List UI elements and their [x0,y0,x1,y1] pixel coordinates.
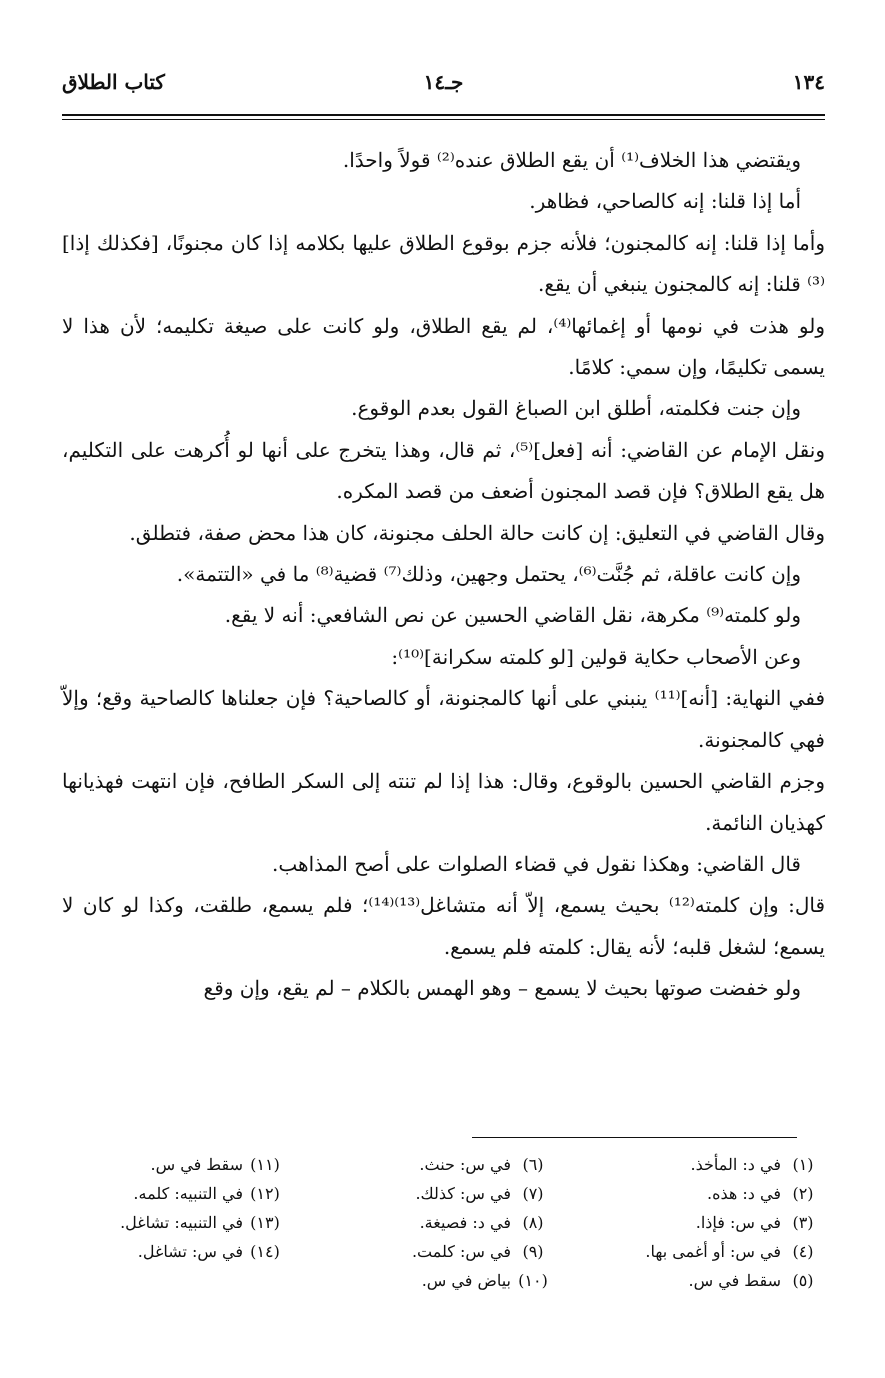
paragraph: أما إذا قلنا: إنه كالصاحي، فظاهر. [529,189,801,214]
paragraph-bold-part: قال: وإن كلمته⁽¹²⁾ بحيث يسمع، إلاّ أنه متشاغل⁽¹³⁾⁽¹⁴⁾؛ فلم يسمع، طلقت، وكذا لو كان لا يسمع؛ لشغل قلبه؛ لأنه يقال: كلمته فلم يسمع. [62,893,826,959]
header-rule-thick [62,114,825,116]
footnote: (١١)سقط في س. [150,1155,280,1174]
footnote: (٨)في د: فصيغة. [419,1213,544,1232]
paragraph: وقال القاضي في التعليق: إن كانت حالة الحلف مجنونة، كان هذا محض صفة، فتطلق. [129,520,825,545]
footnote: (١٠)بياض في س. [421,1271,548,1290]
footnotes-column-2 [412,1150,555,1295]
footnotes-column-3 [120,1150,287,1266]
footnote: (٤)في س: أو أغمى بها. [645,1242,814,1261]
footnote: (١٣)في التنبيه: تشاغل. [120,1213,280,1232]
page-number: ١٣٤ [792,70,825,94]
paragraph: وعن الأصحاب حكاية قولين [لو كلمته سكرانة]⁽¹⁰⁾: [391,644,801,669]
volume-number: جـ١٤ [423,70,464,94]
footnote: (٣)في س: فإذا. [695,1213,814,1232]
paragraph: ولو خفضت صوتها بحيث لا يسمع – وهو الهمس بالكلام – لم يقع، وإن وقع [203,976,801,1001]
paragraph: وإن جنت فكلمته، أطلق ابن الصباغ القول بعدم الوقوع. [351,396,801,421]
footnote: (١٤)في س: تشاغل. [137,1242,280,1261]
paragraph: وإن كانت عاقلة، ثم جُنَّت⁽⁶⁾، يحتمل وجهين، وذلك⁽⁷⁾ قضية⁽⁸⁾ ما في «التتمة». [176,562,801,587]
footnote-rule [472,1137,797,1138]
header-rule-thin [62,119,825,120]
footnote: (١)في د: المأخذ. [690,1155,814,1174]
paragraph: ولو هذت في نومها أو إغمائها⁽⁴⁾، لم يقع الطلاق، ولو كانت على صيغة تكليمه؛ لأن هذا لا يسمى تكليمًا، وإن سمي: كلامًا. [62,313,826,380]
footnote: (٦)في س: حنث. [419,1155,544,1174]
book-title: كتاب الطلاق [62,70,165,94]
paragraph: وأما إذا قلنا: إنه كالمجنون؛ فلأنه جزم بوقوع الطلاق عليها بكلامه إذا كان مجنونًا، [فكذلك إذا]⁽³⁾ قلنا: إنه كالمجنون ينبغي أن يقع. [62,230,825,297]
paragraph: ولو كلمته⁽⁹⁾ مكرهة، نقل القاضي الحسين عن نص الشافعي: أنه لا يقع. [224,603,801,628]
footnote: (٢)في د: هذه. [707,1184,814,1203]
main-text [62,140,825,1010]
footnote: (٥)سقط في س. [688,1271,814,1290]
page-header [62,70,825,108]
footnote: (٧)في س: كذلك. [415,1184,544,1203]
paragraph: ويقتضي هذا الخلاف⁽¹⁾ أن يقع الطلاق عنده⁽²⁾ قولاً واحدًا. [342,148,801,172]
paragraph: قال القاضي: وهكذا نقول في قضاء الصلوات على أصح المذاهب. [272,851,801,876]
paragraph: ونقل الإمام عن القاضي: أنه [فعل]⁽⁵⁾، ثم قال، وهذا يتخرج على أنها لو أُكرهت على التكليم، هل يقع الطلاق؟ فإن قصد المجنون أضعف من قصد المكره. [62,437,826,504]
footnote: (٩)في س: كلمت. [411,1242,544,1261]
paragraph: وجزم القاضي الحسين بالوقوع، وقال: هذا إذا لم تنته إلى السكر الطافح، فإن انتهت فهذيانها كهذيان النائمة. [62,769,825,835]
footnote: (١٢)في التنبيه: كلمه. [133,1184,280,1203]
paragraph: ففي النهاية: [أنه]⁽¹¹⁾ ينبني على أنها كالمجنونة، أو كالصاحية؟ فإن جعلناها كالصاحية وقع؛ وإلاّ فهي كالمجنونة. [62,686,826,752]
footnotes-column-1 [645,1150,825,1295]
